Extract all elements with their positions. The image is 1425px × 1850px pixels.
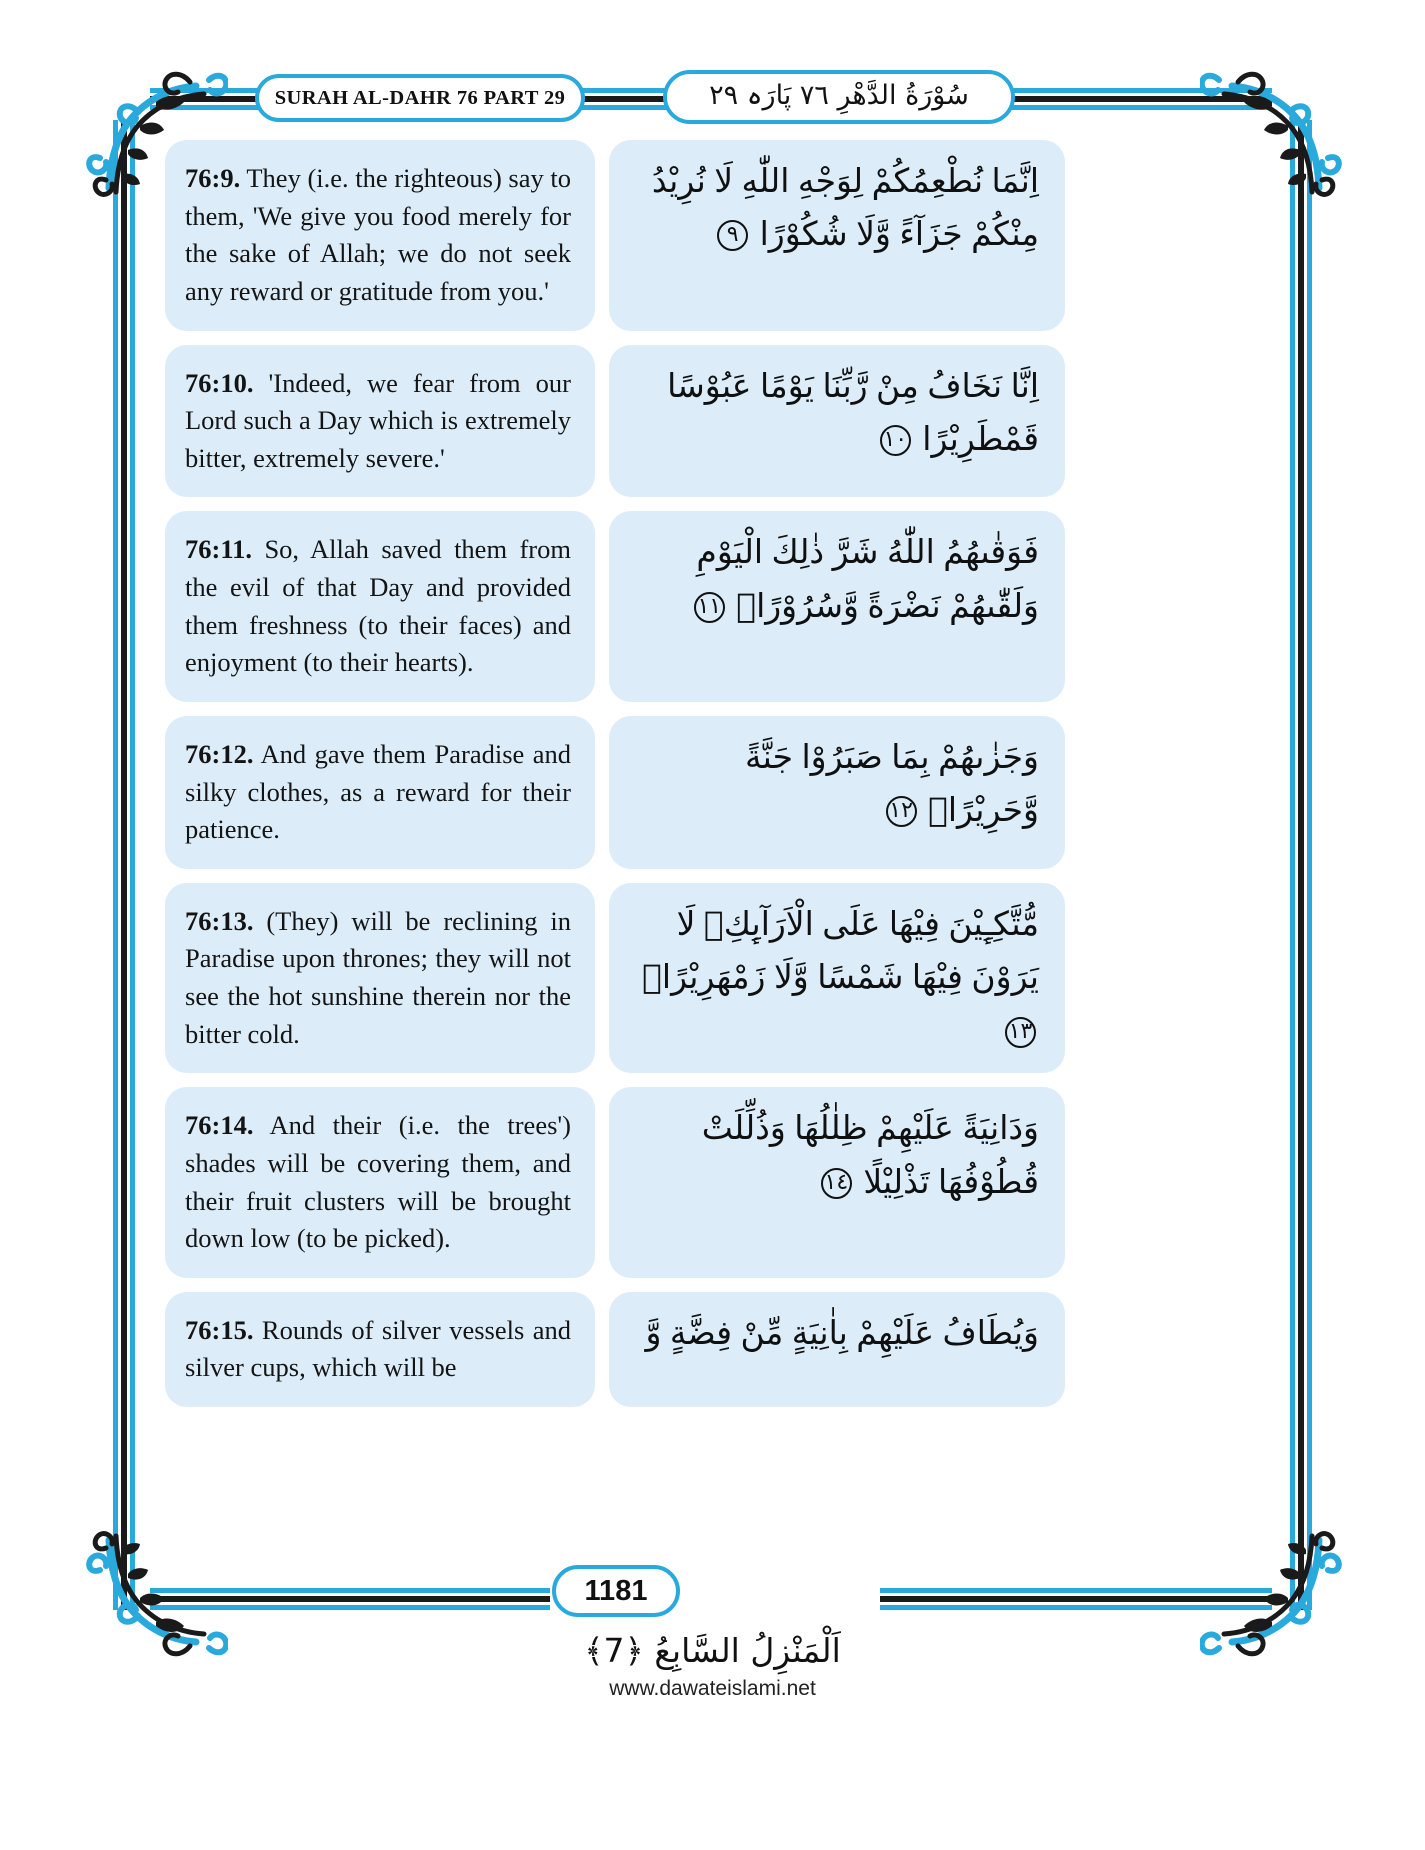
website-url[interactable]: www.dawateislami.net xyxy=(609,1677,816,1701)
verse-reference: 76:13. xyxy=(185,905,254,936)
verse-arabic-text: اِنَّمَا نُطْعِمُكُمْ لِوَجْهِ اللّٰهِ لَا نُرِيْدُ مِنْكُمْ جَزَآءً وَّلَا شُكُوْرًا xyxy=(651,161,1039,254)
verse-arabic-text: فَوَقٰىهُمُ اللّٰهُ شَرَّ ذٰلِكَ الْيَوْمِ وَلَقّٰىهُمْ نَضْرَةً وَّسُرُوْرًاۚ xyxy=(696,532,1039,625)
surah-header-english xyxy=(255,74,585,122)
surah-header-arabic xyxy=(663,70,1015,124)
ayah-number-badge: ١٢ xyxy=(886,796,917,827)
verse-row xyxy=(165,1087,1225,1278)
verse-arabic-block xyxy=(609,883,1065,1074)
verse-english-block xyxy=(165,1292,595,1407)
verse-reference: 76:15. xyxy=(185,1314,254,1345)
verse-arabic-block xyxy=(609,511,1065,702)
verse-english-text: And their (i.e. the trees') shades will be covering them, and their fruit clusters will be brought down low (to be picked). xyxy=(185,1110,571,1254)
verse-row xyxy=(165,883,1225,1074)
verse-row xyxy=(165,140,1225,331)
verse-row xyxy=(165,1292,1225,1407)
verse-reference: 76:11. xyxy=(185,534,252,565)
verse-english-block xyxy=(165,345,595,498)
verse-english-text: They (i.e. the righteous) say to them, 'We give you food merely for the sake of Allah; we do not seek any reward or gratitude from you.' xyxy=(185,163,571,306)
verse-reference: 76:9. xyxy=(185,163,241,193)
frame-border-left xyxy=(113,120,135,1610)
verse-english-text: So, Allah saved them from the evil of that Day and provided them freshness (to their faces) and enjoyment (to their hearts). xyxy=(185,534,571,678)
verse-arabic-text: مُّتَّكِـِٕیْنَ فِیْهَا عَلَى الْاَرَآىِٕكِۚ لَا یَرَوْنَ فِیْهَا شَمْسًا وَّلَا زَمْهَرِیْرًاۚ xyxy=(642,903,1039,997)
ayah-number-badge: ١٠ xyxy=(880,425,911,456)
frame-border-right xyxy=(1290,120,1312,1610)
page-number-label: 1181 xyxy=(584,1574,648,1607)
verse-row xyxy=(165,716,1225,869)
frame-border-top-middle xyxy=(575,88,675,110)
verse-arabic-block xyxy=(609,140,1065,331)
surah-header-english-label: SURAH AL-DAHR 76 PART 29 xyxy=(274,86,566,109)
verse-reference: 76:14. xyxy=(185,1110,254,1141)
verse-english-text: Rounds of silver vessels and silver cups, which will be xyxy=(185,1314,571,1383)
verse-english-block xyxy=(165,140,595,331)
verse-list xyxy=(165,140,1225,1421)
verse-english-block xyxy=(165,511,595,702)
verse-arabic-block xyxy=(609,1087,1065,1278)
verse-arabic-block xyxy=(609,345,1065,498)
ayah-number-badge: ٩ xyxy=(717,220,748,251)
verse-arabic-text: وَدَانِیَةً عَلَیْهِمْ ظِلٰلُهَا وَذُلِّلَتْ قُطُوْفُهَا تَذْلِیْلًا xyxy=(701,1108,1039,1201)
verse-english-block xyxy=(165,883,595,1074)
manzil-label: اَلْمَنْزِلُ السَّابِعُ ﴿7﴾ xyxy=(584,1631,841,1670)
verse-row xyxy=(165,511,1225,702)
verse-arabic-block xyxy=(609,716,1065,869)
page-number-badge xyxy=(552,1565,680,1617)
page-footer xyxy=(0,1630,1425,1701)
ayah-number-badge: ١٣ xyxy=(1005,1017,1036,1048)
verse-reference: 76:12. xyxy=(185,738,254,769)
verse-arabic-text: اِنَّا نَخَافُ مِنْ رَّبِّنَا يَوْمًا عَبُوْسًا قَمْطَرِيْرًا xyxy=(667,365,1039,458)
verse-arabic-block xyxy=(609,1292,1065,1407)
ayah-number-badge: ١١ xyxy=(694,592,725,623)
ayah-number-badge: ١٤ xyxy=(821,1168,852,1199)
verse-row xyxy=(165,345,1225,498)
verse-english-block xyxy=(165,716,595,869)
verse-english-text: (They) will be reclining in Paradise upon thrones; they will not see the hot sunshine therein nor the bitter cold. xyxy=(185,905,572,1049)
verse-english-block xyxy=(165,1087,595,1278)
surah-header-arabic-label: سُوْرَةُ الدَّهْرِ ٧٦ پَارَہ ٢٩ xyxy=(709,80,969,111)
verse-english-text: And gave them Paradise and silky clothes, as a reward for their patience. xyxy=(185,738,572,845)
verse-arabic-text: وَیُطَافُ عَلَیْهِمْ بِاٰنِیَةٍ مِّنْ فِضَّةٍ وَّ xyxy=(645,1312,1039,1352)
verse-english-text: 'Indeed, we fear from our Lord such a Day which is extremely bitter, extremely severe.' xyxy=(185,367,571,473)
verse-arabic-text: وَجَزٰىهُمْ بِمَا صَبَرُوْا جَنَّةً وَّحَرِيْرًاۙ xyxy=(744,736,1039,830)
verse-reference: 76:10. xyxy=(185,367,254,398)
